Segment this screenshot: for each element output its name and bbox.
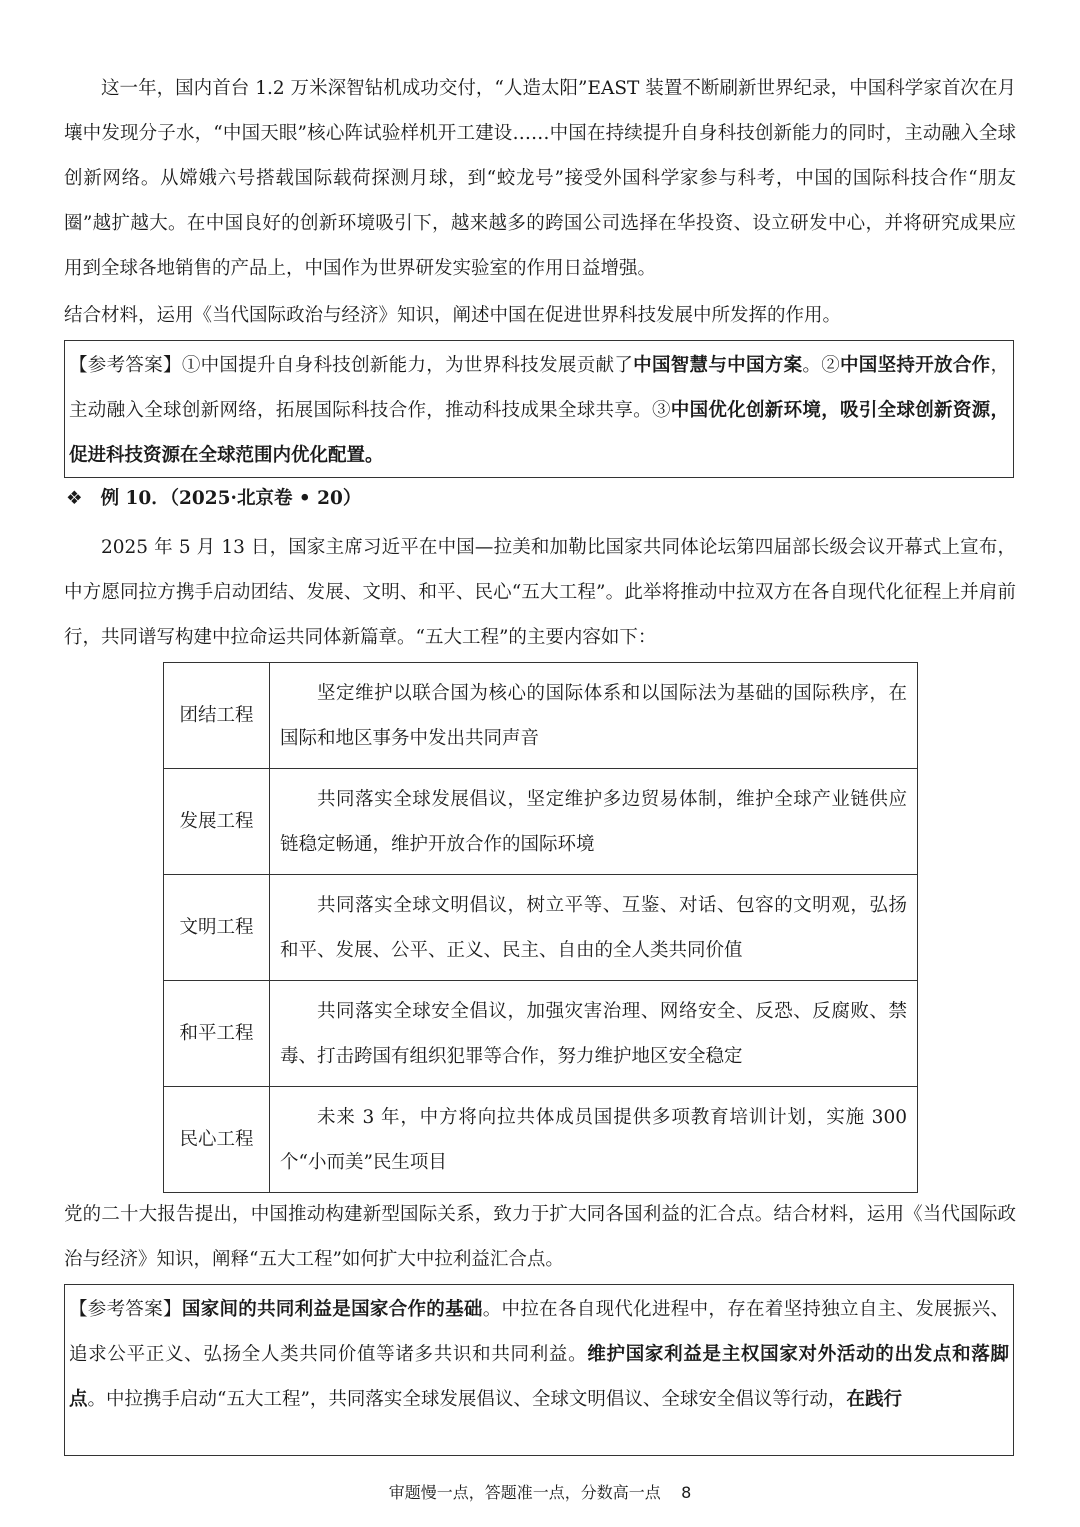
answer-key-point: 中国优化创新环境，吸引全球创新资源，促进科技资源在全球范围内优化配置。 — [69, 400, 1009, 466]
table-row — [164, 769, 918, 875]
five-projects-table — [163, 662, 918, 1193]
answer-key-point: 中国坚持开放合作 — [840, 355, 991, 376]
answer-box-2 — [64, 1284, 1014, 1456]
project-content: 共同落实全球安全倡议，加强灾害治理、网络安全、反恐、反腐败、禁毒、打击跨国有组织犯罪等合作，努力维护地区安全稳定 — [270, 981, 918, 1087]
answer-key-point: 国家间的共同利益是国家合作的基础 — [181, 1299, 483, 1320]
question-1: 结合材料，运用《当代国际政治与经济》知识，阐述中国在促进世界科技发展中所发挥的作用。 — [64, 305, 842, 326]
answer-box-1 — [64, 340, 1014, 478]
answer-key-point: 中国智慧与中国方案 — [633, 355, 803, 376]
example-heading — [66, 482, 361, 516]
example-intro: 2025 年 5 月 13 日，国家主席习近平在中国—拉美和加勒比国家共同体论坛第四届部长级会议开幕式上宣布，中方愿同拉方携手启动团结、发展、文明、和平、民心“五大工程”。此举将推动中拉双方在各自现代化征程上并肩前行，共同谱写构建中拉命运共同体新篇章。“五大工程”的主要内容如下： — [64, 537, 1016, 648]
answer-key-point: 维护国家利益是主权国家对外活动的出发点和落脚点 — [69, 1344, 1009, 1410]
project-content: 坚定维护以联合国为核心的国际体系和以国际法为基础的国际秩序，在国际和地区事务中发出共同声音 — [270, 663, 918, 769]
page-number: 8 — [681, 1483, 692, 1502]
project-name: 民心工程 — [164, 1087, 270, 1193]
answer-label: 【参考答案】 — [69, 355, 182, 376]
project-content: 未来 3 年，中方将向拉共体成员国提供多项教育培训计划，实施 300 个“小而美”民生项目 — [270, 1087, 918, 1193]
table-row — [164, 981, 918, 1087]
answer-text: ①中国提升自身科技创新能力，为世界科技发展贡献了 — [181, 355, 634, 376]
answer-key-point: 在践行 — [846, 1389, 902, 1410]
project-content: 共同落实全球发展倡议，坚定维护多边贸易体制，维护全球产业链供应链稳定畅通，维护开放合作的国际环境 — [270, 769, 918, 875]
table-row — [164, 1087, 918, 1193]
example-title: 例 10．（2025·北京卷 • 20） — [100, 488, 362, 509]
project-name: 发展工程 — [164, 769, 270, 875]
answer-text: ，主动融入全球创新网络，拓展国际科技合作，推动科技成果全球共享。③ — [69, 355, 1009, 421]
answer-text: 。中拉携手启动“五大工程”，共同落实全球发展倡议、全球文明倡议、全球安全倡议等行动， — [87, 1389, 847, 1410]
project-name: 文明工程 — [164, 875, 270, 981]
answer-label: 【参考答案】 — [69, 1299, 182, 1320]
project-name: 团结工程 — [164, 663, 270, 769]
table-row — [164, 875, 918, 981]
question-2: 党的二十大报告提出，中国推动构建新型国际关系，致力于扩大同各国利益的汇合点。结合材料，运用《当代国际政治与经济》知识，阐释“五大工程”如何扩大中拉利益汇合点。 — [64, 1204, 1016, 1270]
answer-text: 。中拉在各自现代化进程中，存在着坚持独立自主、发展振兴、追求公平正义、弘扬全人类共同价值等诸多共识和共同利益。 — [69, 1299, 1009, 1365]
project-content: 共同落实全球文明倡议，树立平等、互鉴、对话、包容的文明观，弘扬和平、发展、公平、正义、民主、自由的全人类共同价值 — [270, 875, 918, 981]
diamond-bullet-icon: ❖ — [66, 488, 83, 509]
page-footer — [0, 1480, 1080, 1503]
footer-slogan: 审题慢一点，答题准一点，分数高一点 — [388, 1483, 661, 1502]
project-name: 和平工程 — [164, 981, 270, 1087]
answer-text: 。② — [802, 355, 840, 376]
material-paragraph: 这一年，国内首台 1.2 万米深智钻机成功交付，“人造太阳”EAST 装置不断刷新世界纪录，中国科学家首次在月壤中发现分子水，“中国天眼”核心阵试验样机开工建设……中国在持续提升自身科技创新能力的同时，主动融入全球创新网络。从嫦娥六号搭载国际载荷探测月球，到“蛟龙号”接受外国科学家参与科考，中国的国际科技合作“朋友圈”越扩越大。在中国良好的创新环境吸引下，越来越多的跨国公司选择在华投资、设立研发中心，并将研究成果应用到全球各地销售的产品上，中国作为世界研发实验室的作用日益增强。 — [64, 78, 1016, 279]
table-row — [164, 663, 918, 769]
